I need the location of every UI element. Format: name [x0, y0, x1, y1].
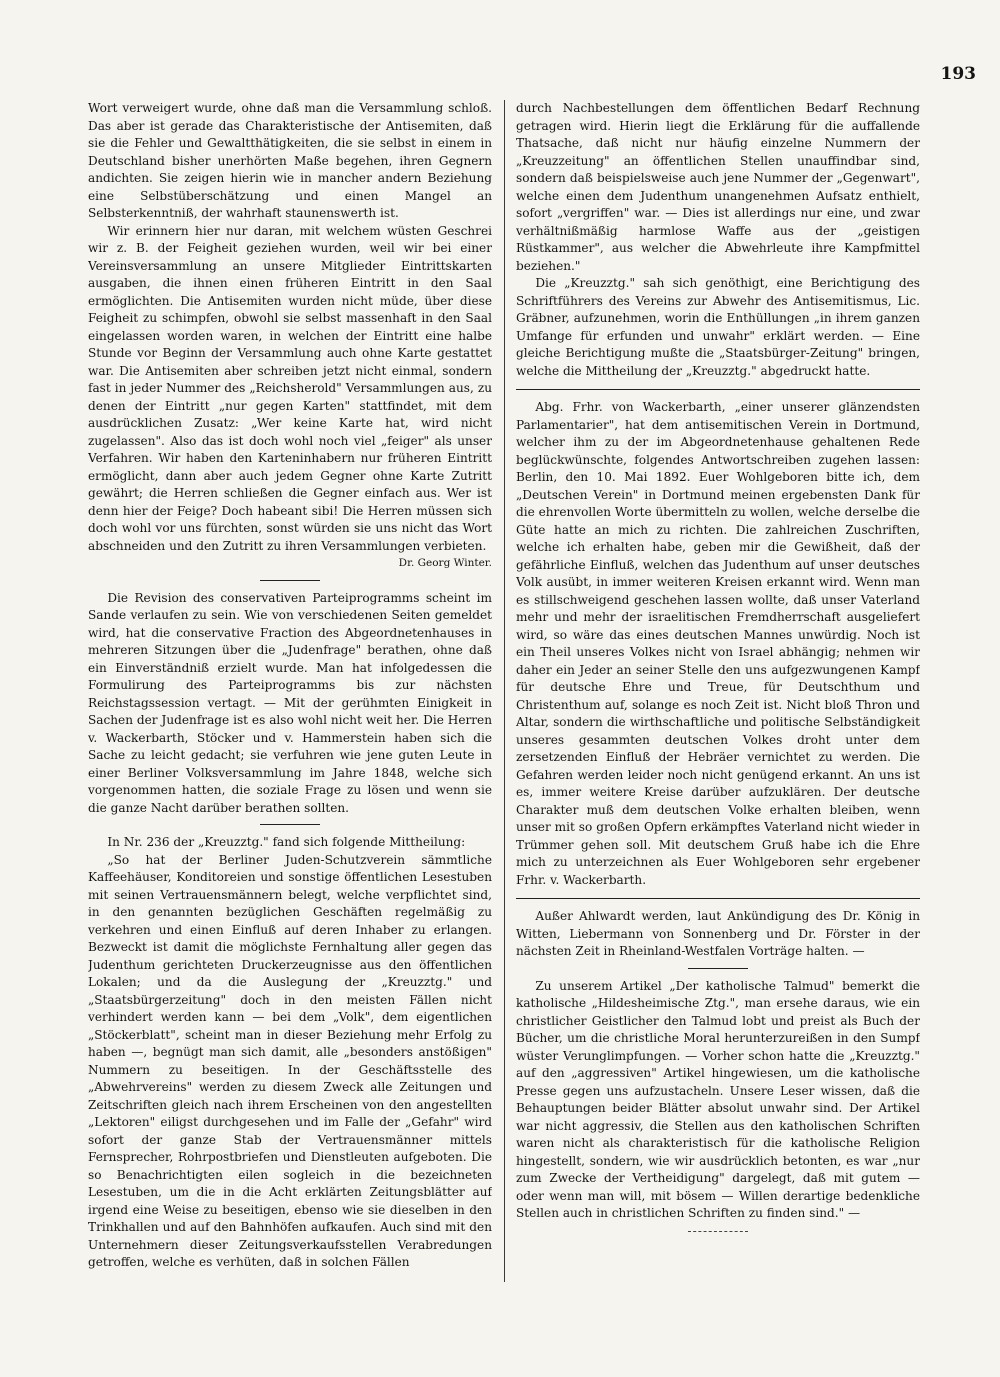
separator-rule [688, 968, 748, 969]
paragraph: Zu unserem Artikel „Der katholische Talmud" bemerkt die katholische „Hildesheimische Ztg.", man ersehe daraus, wie ein christlicher Geistlicher den Talmud lobt und preist als Buch der Bücher, um die christliche Moral herunterzureißen in den Sumpf wüster Verunglimpfungen. — Vorher schon hatte die „Kreuzztg." auf den „aggressiven" Artikel hingewiesen, um die katholische Presse gegen uns aufzustacheln. Unsere Leser wissen, daß die Behauptungen beider Blätter absolut unwahr sind. Der Artikel war nicht aggressiv, die Stellen aus den katholischen Schriften waren nicht als charakteristisch für die katholische Religion hingestellt, sondern, wie wir ausdrücklich betonten, es war „nur zum Zwecke der Vertheidigung" dargelegt, daß mit gutem — oder wenn man will, mit bösem — Willen derartige bedenkliche Stellen auch in christlichen Schriften zu finden sind." — [516, 978, 920, 1220]
paragraph: Abg. Frhr. von Wackerbarth, „einer unserer glänzendsten Parlamentarier", hat dem antisemitischen Verein in Dortmund, welcher ihm zu der im Abgeordnetenhause gehaltenen Rede beglückwünschte, folgendes Antwortschreiben zugehen lassen: Berlin, den 10. Mai 1892. Euer Wohlgeboren bitte ich, dem „Deutschen Verein" in Dortmund meinen ergebensten Dank für die ehrenvollen Worte übermitteln zu wollen, welche derselbe die Güte hatte an mich zu richten. Die zahlreichen Zuschriften, welche ich erhalten habe, geben mir die Gewißheit, daß der gefährliche Einfluß, welchen das Judenthum auf unser deutsches Volk ausübt, in immer weiteren Kreisen erkannt wird. Wenn man es stillschweigend geschehen lassen wollte, daß unser Vaterland mehr und mehr der israelitischen Fremdherrschaft ausgeliefert wird, so wäre das eines deutschen Mannes unwürdig. Noch ist ein Theil unseres Volkes nicht von Israel abhängig; nehmen wir daher ein Jeder an seiner Stelle den uns aufgezwungenen Kampf für deutsche Ehre und Treue, für Deutschthum und Christenthum auf, solange es noch Zeit ist. Nicht bloß Thron und Altar, sondern die wirthschaftliche und politische Selbständigkeit unseres gesammten deutschen Volkes droht unter dem zersetzenden Einfluß der Hebräer vernichtet zu werden. Die Gefahren werden leider noch nicht genügend erkannt. An uns ist es, immer weitere Kreise darüber aufzuklären. Der deutsche Charakter muß dem deutschen Volke erhalten bleiben, wenn unser mit so großen Opfern erkämpftes Vaterland nicht wieder in Trümmer gehen soll. Mit deutschem Gruß habe ich die Ehre mich zu unterzeichnen als Euer Wohlgeboren sehr ergebener Frhr. v. Wackerbarth. [516, 400, 920, 887]
separator-rule [516, 898, 920, 899]
paragraph: durch Nachbestellungen dem öffentlichen Bedarf Rechnung getragen wird. Hierin liegt die Erklärung für die auffallende Thatsache, daß nicht nur häufig einzelne Nummern der „Kreuzzeitung" an öffentlichen Stellen unauffindbar sind, sondern daß beispielsweise auch jene Nummer der „Gegenwart", welche einen dem Judenthum unangenehmen Aufsatz enthielt, sofort „vergriffen" war. — Dies ist allerdings nur eine, und zwar verhältnißmäßig harmlose Waffe aus der „geistigen Rüstkammer", aus welcher die Abwehrleute ihre Kampfmittel beziehen." [516, 101, 920, 273]
paragraph: Die Revision des conservativen Parteiprogramms scheint im Sande verlaufen zu sein. Wie von verschiedenen Seiten gemeldet wird, hat die conservative Fraction des Abgeordnetenhauses in mehreren Sitzungen über die „Judenfrage" berathen, ohne daß ein Einverständniß erzielt wurde. Man hat infolgedessen die Formulirung des Parteiprogramms bis zur nächsten Reichstagssession vertagt. — Mit der gerühmten Einigkeit in Sachen der Judenfrage ist es also wohl nicht weit her. Die Herren v. Wackerbarth, Stöcker und v. Hammerstein haben sich die Sache zu leicht gedacht; sie verfuhren wie jene guten Leute in einer Berliner Volksversammlung im Jahre 1848, welche sich vorgenommen hatten, die soziale Frage zu lösen und wenn sie die ganze Nacht darüber berathen sollten. [88, 590, 492, 815]
author-signature: Dr. Georg Winter. [398, 557, 492, 569]
left-column [88, 100, 492, 1307]
paragraph: In Nr. 236 der „Kreuzztg." fand sich folgende Mittheilung: [107, 835, 466, 849]
paragraph: Wir erinnern hier nur daran, mit welchem wüsten Geschrei wir z. B. der Feigheit geziehen wurden, weil wir bei einer Vereinsversammlung an unsere Mitglieder Eintrittskarten ausgaben, die ihnen einen früheren Eintritt in den Saal ermöglichten. Die Antisemiten wurden nicht müde, über diese Feigheit zu schimpfen, obwohl sie selbst massenhaft in den Saal eingelassen worden waren, in welchen der Eintritt eine halbe Stunde vor Beginn der Versammlung auch ohne Karte gestattet war. Die Antisemiten aber schreiben jetzt nicht einmal, sondern fast in jeder Nummer des „Reichsherold" Versammlungen aus, zu denen der Eintritt „nur gegen Karten" stattfindet, mit dem ausdrücklichen Zusatz: „Wer keine Karte hat, wird nicht zugelassen". Also das ist doch wohl noch viel „feiger" als unser Verfahren. Wir haben den Karteninhabern nur früheren Eintritt ermöglicht, dann aber auch jedem Gegner ohne Karte Zutritt gewährt; die Herren schließen die Gegner einfach aus. Wer ist denn hier der Feige? Doch habeant sibi! Die Herren müssen sich doch wohl vor uns fürchten, sonst würden sie uns nicht das Wort abschneiden und den Zutritt zu ihren Versammlungen verbieten. [88, 223, 492, 553]
paragraph: Außer Ahlwardt werden, laut Ankündigung des Dr. König in Witten, Liebermann von Sonnenberg und Dr. Förster in der nächsten Zeit in Rheinland-Westfalen Vorträge halten. — [516, 909, 920, 958]
separator-rule [260, 824, 320, 825]
right-column [516, 100, 920, 1307]
column-divider [504, 100, 505, 1282]
end-ornament [688, 1231, 748, 1232]
quoted-paragraph: „So hat der Berliner Juden-Schutzverein sämmtliche Kaffeehäuser, Konditoreien und sonstige öffentlichen Lesestuben mit seinen Vertrauensmännern belegt, welche verpflichtet sind, in den genannten bezüglichen Geschäften regelmäßig zu verkehren und einen Einfluß auf deren Inhaber zu erlangen. Bezweckt ist damit die möglichste Fernhaltung aller gegen das Judenthum gerichteten Druckerzeugnisse aus den öffentlichen Lokalen; und da die Auslegung der „Kreuzztg." und „Staatsbürgerzeitung" doch in den meisten Fällen nicht verhindert werden kann — bei dem „Volk", dem eigentlichen „Stöckerblatt", scheint man in dieser Beziehung mehr Erfolg zu haben —, begnügt man sich damit, alle „besonders anstößigen" Nummern zu beseitigen. In der Geschäftsstelle des „Abwehrvereins" werden zu diesem Zweck alle Zeitungen und Zeitschriften gleich nach ihrem Erscheinen von den angestellten „Lektoren" eiligst durchgesehen und im Falle der „Gefahr" wird sofort der ganze Stab der Vertrauensmänner mittels Fernsprecher, Rohrpostbriefen und Dienstleuten aufgeboten. Die so Benachrichtigten eilen sogleich in die bezeichneten Lesestuben, um die in die Acht erklärten Zeitungsblätter auf irgend eine Weise zu beseitigen, ebenso wie sie dieselben in den Trinkhallen und auf den Bahnhöfen aufkaufen. Auch sind mit den Unternehmern dieser Zeitungsverkaufsstellen Verabredungen getroffen, welche es verhüten, daß in solchen Fällen [88, 852, 492, 1269]
paragraph: Wort verweigert wurde, ohne daß man die Versammlung schloß. Das aber ist gerade das Charakteristische der Antisemiten, daß sie die Fehler und Gewaltthätigkeiten, die sie selbst in einem in Deutschland bisher unerhörten Maße begehen, ihren Gegnern andichten. Sie zeigen hierin wie in mancher andern Beziehung eine Selbstüberschätzung und einen Mangel an Selbsterkenntniß, der wahrhaft staunenswerth ist. [88, 101, 492, 220]
paragraph: Die „Kreuzztg." sah sich genöthigt, eine Berichtigung des Schriftführers des Vereins zur Abwehr des Antisemitismus, Lic. Gräbner, aufzunehmen, worin die Enthüllungen „in ihrem ganzen Umfange für erfunden und unwahr" erklärt werden. — Eine gleiche Berichtigung mußte die „Staatsbürger-Zeitung" bringen, welche die Mittheilung der „Kreuzztg." abgedruckt hatte. [516, 276, 920, 378]
page-number: 193 [940, 64, 976, 84]
separator-rule [260, 580, 320, 581]
separator-rule [516, 389, 920, 390]
